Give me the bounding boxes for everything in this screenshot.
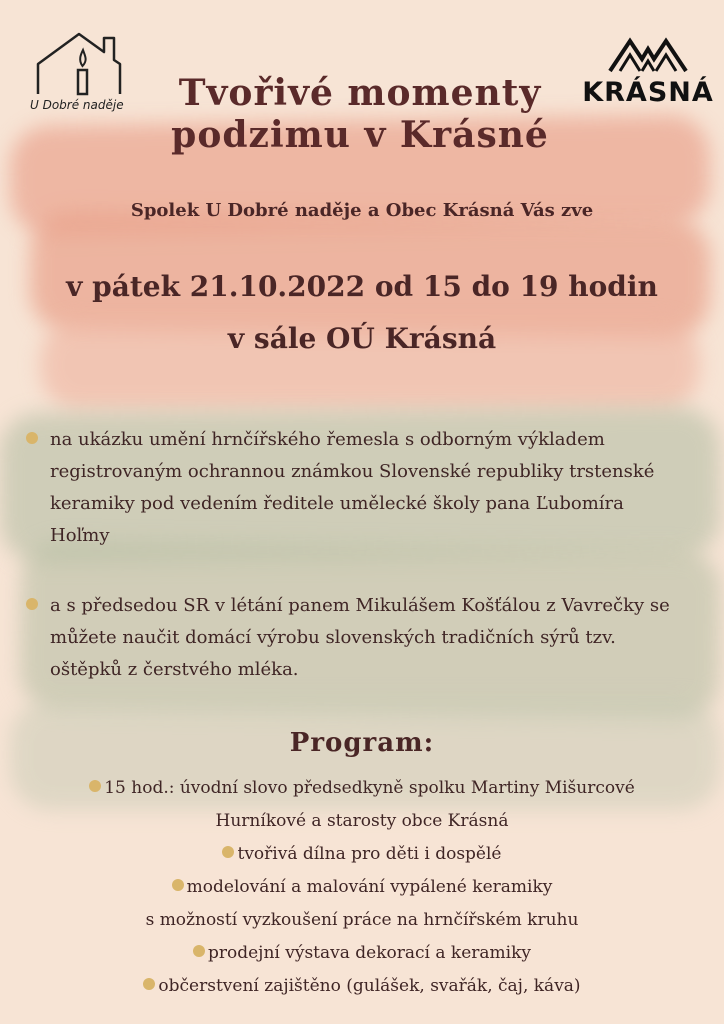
invitation-line: Spolek U Dobré naděje a Obec Krásná Vás zve bbox=[130, 200, 594, 221]
mountain-peaks-icon bbox=[606, 35, 690, 75]
bullet-item bbox=[26, 590, 686, 686]
left-logo-text: U Dobré naděje bbox=[30, 98, 124, 112]
program-item-text: Hurníkové a starosty obce Krásná bbox=[215, 811, 509, 831]
program-item bbox=[0, 970, 724, 1003]
program-item-continuation bbox=[0, 904, 724, 937]
program-item-text: s možností vyzkoušení práce na hrnčířském kruhu bbox=[145, 910, 579, 930]
program-item-text: modelování a malování vypálené keramiky bbox=[186, 877, 553, 897]
program-item bbox=[0, 838, 724, 871]
bullet-dot-icon bbox=[222, 846, 234, 858]
bullet-text: na ukázku umění hrnčířského řemesla s odborným výkladem registrovaným ochrannou známkou Slovenské republiky trstenské keramiky pod vedením ředitele umělecké školy pana Ľubomíra Hoľmy bbox=[50, 429, 655, 546]
program-heading: Program: bbox=[289, 728, 435, 758]
krasna-logo bbox=[578, 35, 718, 115]
house-with-candle-icon bbox=[34, 30, 124, 98]
bullet-dot-icon bbox=[26, 598, 38, 610]
program-item-text: občerstvení zajištěno (gulášek, svařák, čaj, káva) bbox=[158, 976, 581, 996]
program-item-text: 15 hod.: úvodní slovo předsedkyně spolku Martiny Mišurcové bbox=[104, 778, 635, 798]
event-date: v pátek 21.10.2022 od 15 do 19 hodin bbox=[66, 270, 658, 303]
program-item bbox=[0, 772, 724, 805]
bullet-text: a s předsedou SR v létání panem Mikulášem Košťálou z Vavrečky se můžete naučit domácí výrobu slovenských tradičních sýrů tzv. oštěpků z čerstvého mléka. bbox=[50, 595, 670, 680]
program-item bbox=[0, 937, 724, 970]
bullet-item bbox=[26, 424, 686, 552]
bullet-dot-icon bbox=[143, 978, 155, 990]
u-dobre-nadeje-logo bbox=[28, 30, 138, 120]
program-item-text: prodejní výstava dekorací a keramiky bbox=[207, 943, 532, 963]
bullet-dot-icon bbox=[172, 879, 184, 891]
program-item bbox=[0, 871, 724, 904]
program-list bbox=[0, 772, 724, 1003]
event-title bbox=[150, 72, 570, 156]
program-item-continuation bbox=[0, 805, 724, 838]
right-logo-text: KRÁSNÁ bbox=[582, 77, 714, 108]
event-venue: v sále OÚ Krásná bbox=[227, 322, 497, 355]
bullet-dot-icon bbox=[26, 432, 38, 444]
title-line-1: Tvořivé momenty bbox=[178, 72, 542, 114]
title-line-2: podzimu v Krásné bbox=[171, 114, 549, 156]
program-item-text: tvořivá dílna pro děti i dospělé bbox=[237, 844, 502, 864]
bullet-dot-icon bbox=[193, 945, 205, 957]
bullet-dot-icon bbox=[89, 780, 101, 792]
